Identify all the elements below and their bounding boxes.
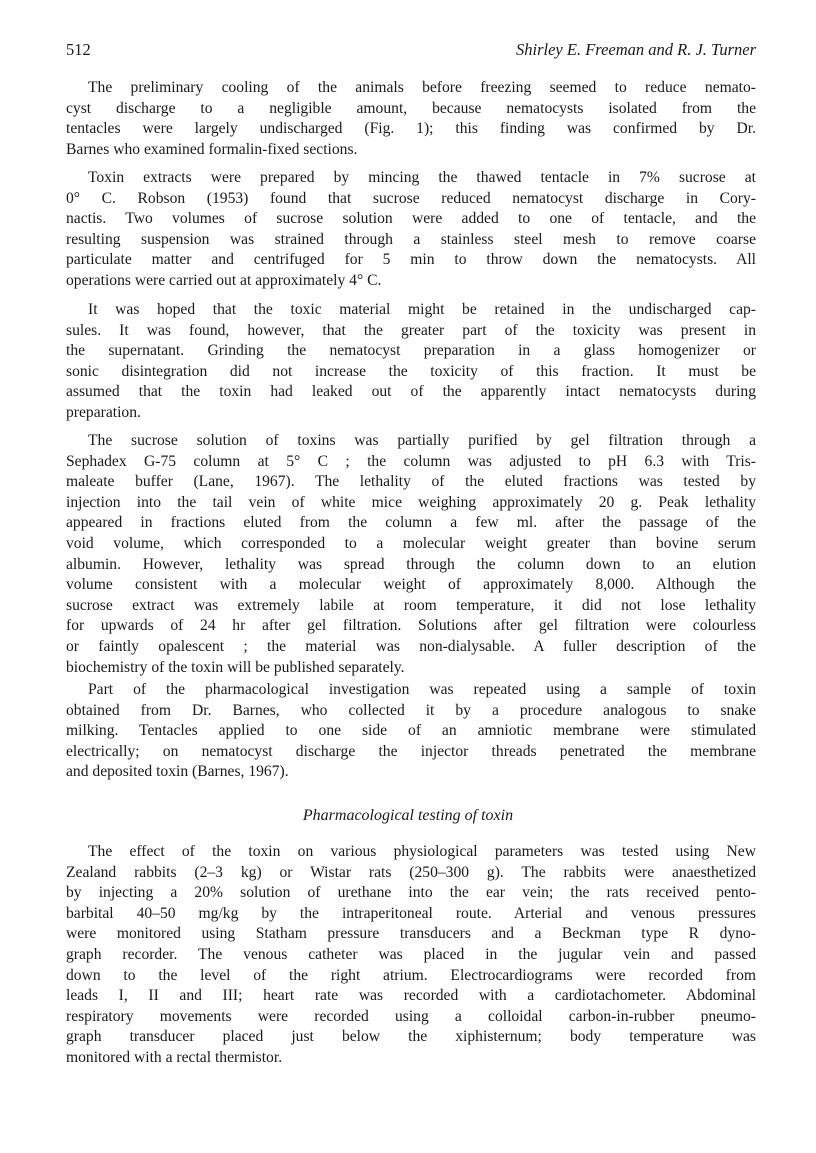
text-line: obtained from Dr. Barnes, who collected it by a procedure analogous to snake bbox=[66, 701, 756, 719]
text-line: leads I, II and III; heart rate was recorded with a cardiotachometer. Abdominal bbox=[66, 987, 756, 1005]
text-line: tentacles were largely undischarged (Fig. 1); this finding was confirmed by Dr. bbox=[66, 120, 756, 138]
paragraph-4 bbox=[66, 431, 756, 678]
text-line: by injecting a 20% solution of urethane into the ear vein; the rats received pento- bbox=[66, 884, 756, 902]
text-line: It was hoped that the toxic material might be retained in the undischarged cap- bbox=[88, 301, 756, 318]
text-line: Barnes who examined formalin-fixed sections. bbox=[66, 140, 358, 158]
running-head-authors: Shirley E. Freeman and R. J. Turner bbox=[516, 40, 756, 59]
text-line: for upwards of 24 hr after gel filtration. Solutions after gel filtration were colourless bbox=[66, 617, 756, 635]
text-line: were monitored using Statham pressure transducers and a Beckman type R dyno- bbox=[66, 925, 756, 943]
text-line: preparation. bbox=[66, 403, 141, 421]
text-line: nactis. Two volumes of sucrose solution were added to one of tentacle, and the bbox=[66, 210, 756, 228]
section-heading: Pharmacological testing of toxin bbox=[302, 807, 514, 824]
paragraph-1 bbox=[66, 78, 756, 160]
text-line: resulting suspension was strained through a stainless steel mesh to remove coarse bbox=[66, 230, 756, 248]
text-line: cyst discharge to a negligible amount, because nematocysts isolated from the bbox=[66, 99, 756, 117]
text-line: sonic disintegration did not increase the toxicity of this fraction. It must be bbox=[66, 362, 756, 380]
text-line: graph recorder. The venous catheter was placed in the jugular vein and passed bbox=[66, 945, 756, 963]
text-line: graph transducer placed just below the xiphisternum; body temperature was bbox=[66, 1028, 756, 1046]
running-header bbox=[66, 40, 756, 62]
text-line: Sephadex G-75 column at 5° C ; the column was adjusted to pH 6.3 with Tris- bbox=[66, 452, 756, 470]
paragraph-6 bbox=[66, 842, 756, 1069]
text-line: down to the level of the right atrium. Electrocardiograms were recorded from bbox=[66, 966, 756, 984]
text-line: the supernatant. Grinding the nematocyst preparation in a glass homogenizer or bbox=[66, 342, 756, 360]
text-line: particulate matter and centrifuged for 5 min to throw down the nematocysts. All bbox=[66, 251, 756, 269]
text-line: The sucrose solution of toxins was partially purified by gel filtration through a bbox=[88, 432, 756, 449]
text-line: Toxin extracts were prepared by mincing the thawed tentacle in 7% sucrose at bbox=[88, 169, 756, 186]
text-line: barbital 40–50 mg/kg by the intraperitoneal route. Arterial and venous pressures bbox=[66, 904, 756, 922]
text-line: and deposited toxin (Barnes, 1967). bbox=[66, 763, 289, 781]
text-line: sucrose extract was extremely labile at room temperature, it did not lose lethality bbox=[66, 596, 756, 614]
text-line: operations were carried out at approximately 4° C. bbox=[66, 271, 382, 289]
text-line: respiratory movements were recorded using a colloidal carbon-in-rubber pneumo- bbox=[66, 1007, 756, 1025]
text-line: The preliminary cooling of the animals before freezing seemed to reduce nemato- bbox=[88, 79, 756, 96]
text-line: assumed that the toxin had leaked out of the apparently intact nematocysts during bbox=[66, 383, 756, 401]
text-line: volume consistent with a molecular weight of approximately 8,000. Although the bbox=[66, 576, 756, 594]
text-line: electrically; on nematocyst discharge the injector threads penetrated the membrane bbox=[66, 742, 756, 760]
paragraph-5 bbox=[66, 680, 756, 783]
text-line: biochemistry of the toxin will be published separately. bbox=[66, 658, 405, 676]
text-line: milking. Tentacles applied to one side of an amniotic membrane were stimulated bbox=[66, 722, 756, 740]
text-line: albumin. However, lethality was spread through the column down to an elution bbox=[66, 555, 756, 573]
text-line: or faintly opalescent ; the material was non-dialysable. A fuller description of the bbox=[66, 637, 756, 655]
page-number: 512 bbox=[66, 40, 91, 59]
text-line: Zealand rabbits (2–3 kg) or Wistar rats (250–300 g). The rabbits were anaesthetized bbox=[66, 863, 756, 881]
paragraph-3 bbox=[66, 300, 756, 424]
text-line: injection into the tail vein of white mice weighing approximately 20 g. Peak lethality bbox=[66, 493, 756, 511]
text-line: The effect of the toxin on various physiological parameters was tested using New bbox=[88, 843, 756, 860]
text-line: 0° C. Robson (1953) found that sucrose reduced nematocyst discharge in Cory- bbox=[66, 189, 756, 207]
text-line: void volume, which corresponded to a molecular weight greater than bovine serum bbox=[66, 534, 756, 552]
paragraph-2 bbox=[66, 168, 756, 292]
text-line: maleate buffer (Lane, 1967). The lethality of the eluted fractions was tested by bbox=[66, 473, 756, 491]
text-line: Part of the pharmacological investigation was repeated using a sample of toxin bbox=[88, 681, 756, 698]
text-line: appeared in fractions eluted from the column a few ml. after the passage of the bbox=[66, 514, 756, 532]
text-line: sules. It was found, however, that the greater part of the toxicity was present in bbox=[66, 321, 756, 339]
text-line: monitored with a rectal thermistor. bbox=[66, 1048, 283, 1066]
